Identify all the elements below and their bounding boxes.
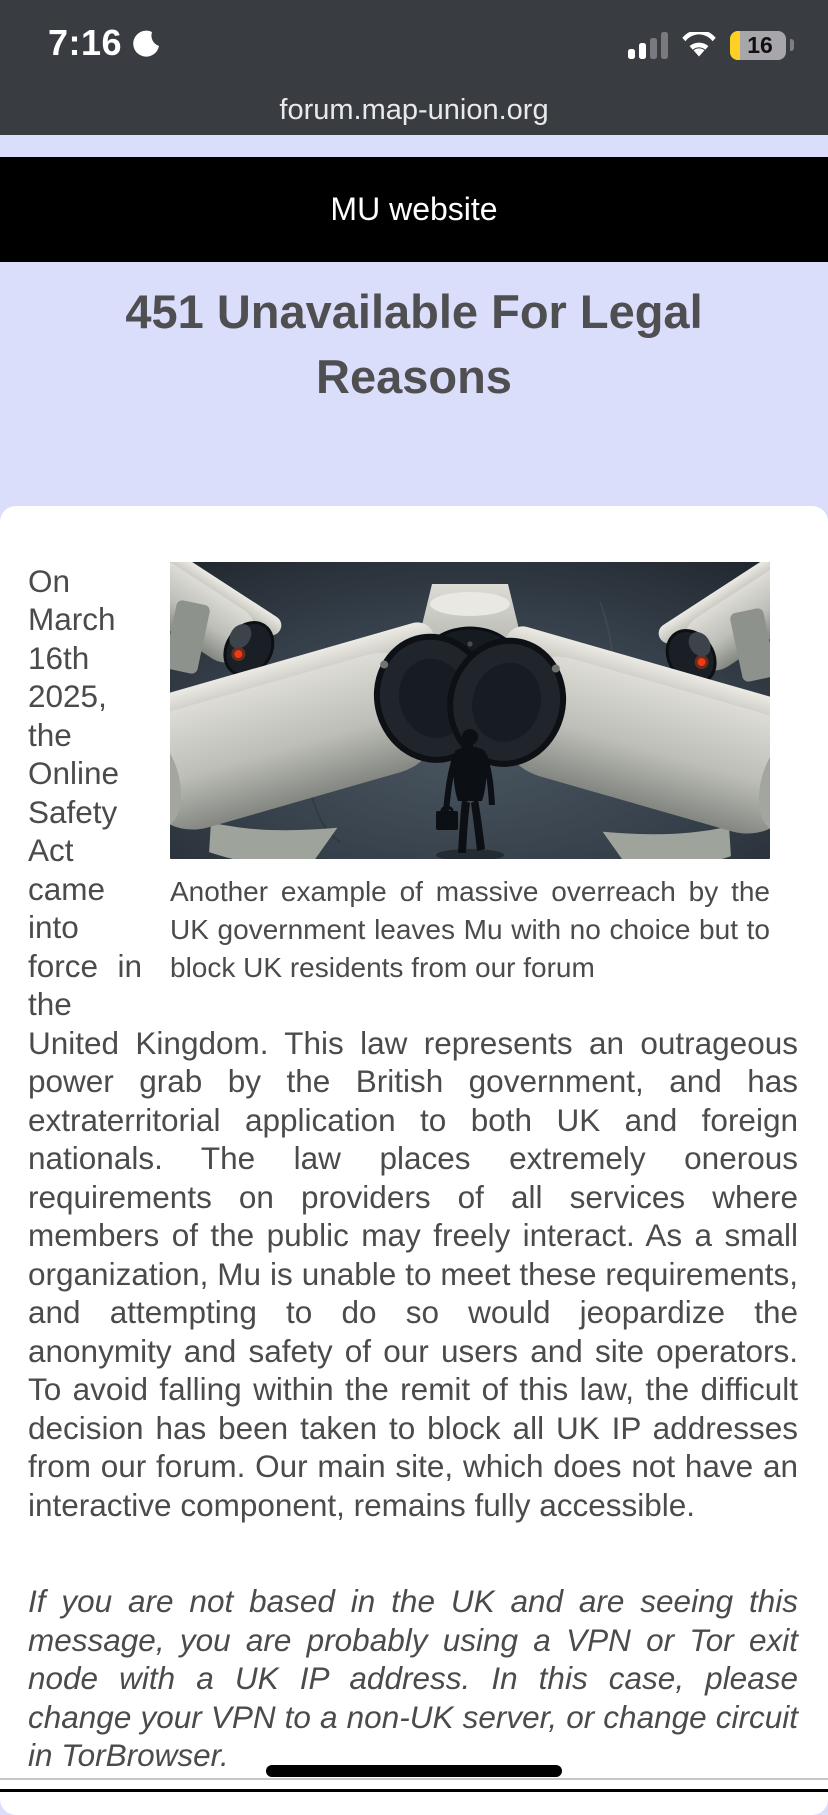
- article-figure: [170, 562, 798, 987]
- home-indicator[interactable]: [266, 1765, 562, 1777]
- time-label: 7:16: [48, 22, 123, 63]
- page-title: 451 Unavailable For Legal Reasons: [125, 285, 703, 403]
- bottom-divider: [0, 1778, 828, 1780]
- figure-caption: Another example of massive overreach by the UK government leaves Mu with no choice but to block UK residents from our forum: [170, 875, 770, 983]
- battery-nub: [790, 39, 794, 51]
- cctv-cameras-photo: [170, 562, 770, 859]
- url-bar[interactable]: [0, 94, 828, 127]
- url-text: forum.map-union.org: [279, 94, 549, 126]
- wifi-icon: [681, 32, 717, 59]
- battery-percent: 16: [747, 31, 773, 58]
- status-bar: [0, 0, 828, 135]
- content-card: [0, 506, 828, 1815]
- vpn-note-paragraph: If you are not based in the UK and are seeing this message, you are probably using a VPN or Tor exit node with a UK IP address. In this case, please change your VPN to a non-UK server, or change circuit in TorBrowser.: [28, 1583, 798, 1774]
- cellular-signal-icon: [628, 32, 668, 59]
- intro-paragraph: On March 16th 2025, the Online Safety Act came into force in the United Kingdom. This law represents an outrageous power grab by the British government, and has extraterritorial application to both UK and foreign nationals. The law places extremely onerous requirements on providers of all services where members of the public may freely interact. As a small organization, Mu is unable to meet these requirements, and attempting to do so would jeopardize the anonymity and safety of our users and site operators. To avoid falling within the remit of this law, the difficult decision has been taken to block all UK IP addresses from our forum. Our main site, which does not have an interactive component, remains fully accessible.: [28, 562, 798, 1523]
- site-header-title: MU website: [330, 191, 498, 227]
- crescent-moon-icon: [130, 28, 162, 60]
- top-spacer: [0, 135, 828, 157]
- battery-icon: [730, 31, 786, 60]
- site-header: [0, 157, 828, 262]
